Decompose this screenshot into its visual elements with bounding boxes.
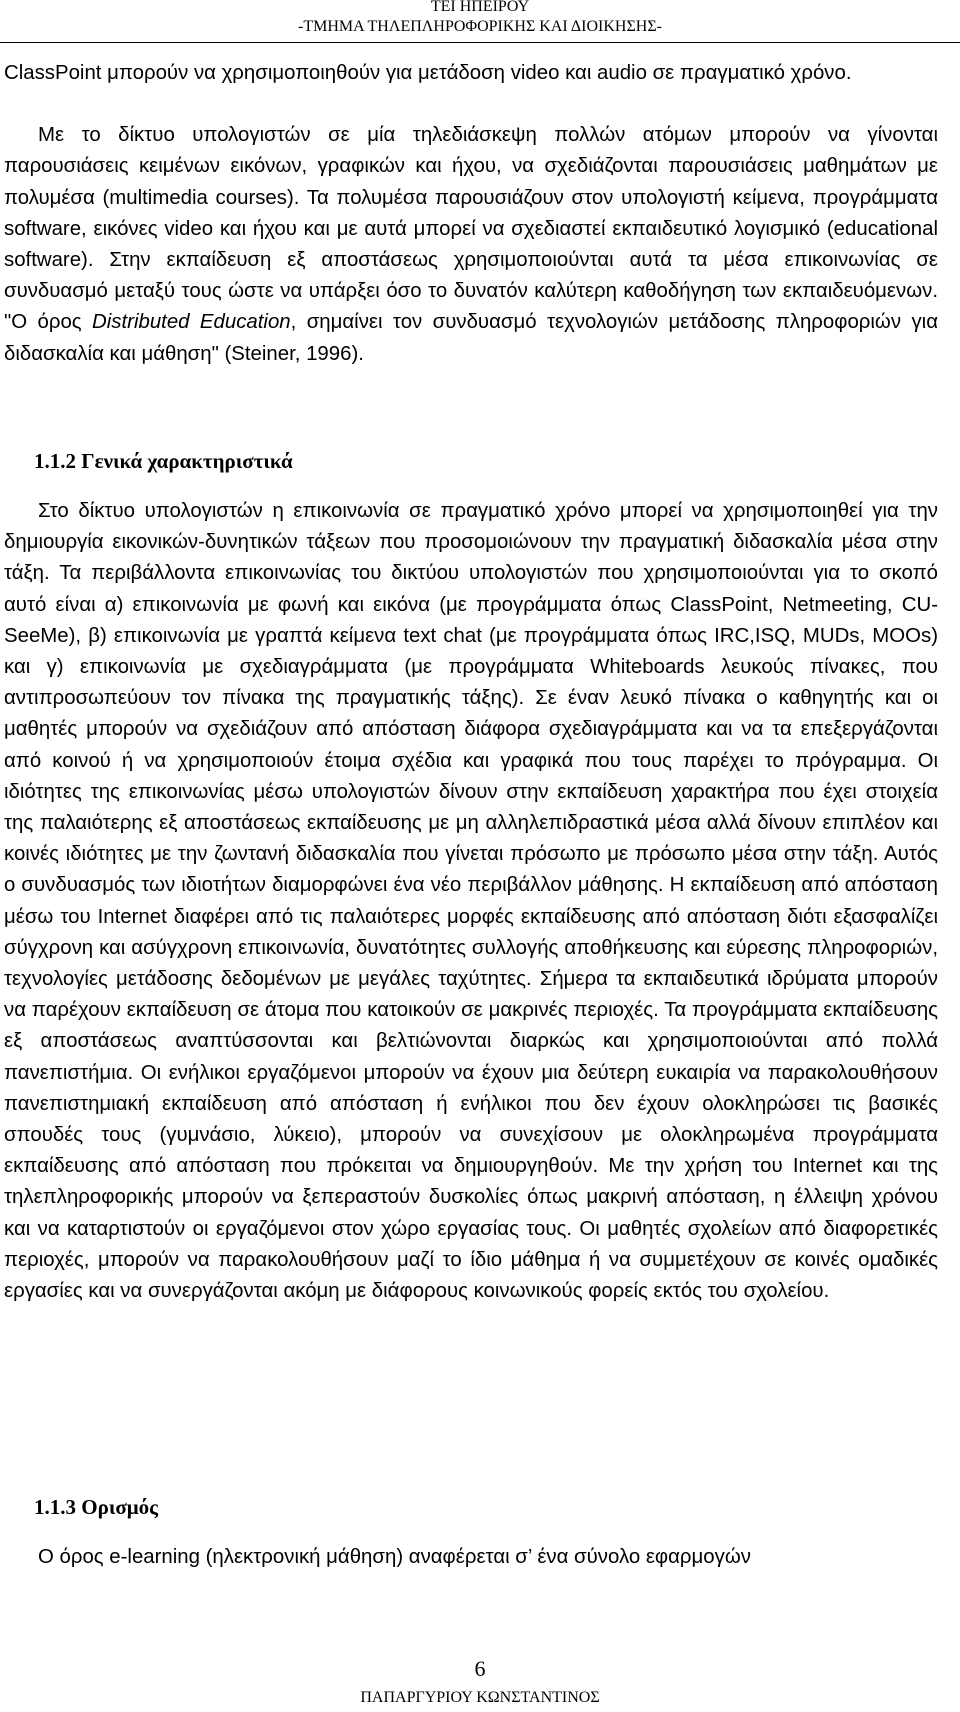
intro-text-block — [4, 58, 938, 370]
header-department: -ΤΜΗΜΑ ΤΗΛΕΠΛΗΡΟΦΟΡΙΚΗΣ ΚΑΙ ΔΙΟΙΚΗΣΗΣ- — [298, 18, 662, 35]
section-heading-definition: 1.1.3 Ορισμός — [34, 1495, 159, 1519]
header-institution: ΤΕΙ ΗΠΕΙΡΟΥ — [430, 0, 530, 15]
paragraph-teleconference-end: , σημαίνει τον συνδυασμό τεχνολογιών μετάδοσης πληροφοριών για διδασκαλία και μάθηση" (Steiner, 1996). — [4, 311, 938, 365]
paragraph-classpoint: ClassPoint μπορούν να χρησιμοποιηθούν για μετάδοση video και audio σε πραγματικό χρόνο. — [4, 62, 852, 84]
distributed-education-term: Distributed Education — [92, 311, 291, 334]
definition-text — [4, 1542, 938, 1573]
section-heading-general-characteristics: 1.1.2 Γενικά χαρακτηριστικά — [34, 449, 293, 473]
paragraph-teleconference — [4, 120, 938, 370]
paragraph-teleconference-start: Με το δίκτυο υπολογιστών σε μία τηλεδιάσκεψη πολλών ατόμων μπορούν να γίνονται παρουσιάσεις κειμένων εικόνων, γραφικών και ήχου, να σχεδιάζονται παρουσιάσεις μαθημάτων με πολυμέσα (multimedia courses). Τα πολυμέσα παρουσιάζουν στον υπολογιστή κείμενα, προγράμματα software, εικόνες video και ήχου και με αυτά μπορεί να σχεδιαστεί εκπαιδευτικό λογισμικό (educational software). Στην εκπαίδευση εξ αποστάσεως χρησιμοποιούνται αυτά τα μέσα επικοινωνίας σε συνδυασμό μεταξύ τους ώστε να υπάρξει όσο το δυνατόν καλύτερη καθοδήγηση των εκπαιδευόμενων. "Ο όρος — [4, 124, 938, 334]
page-header — [0, 0, 960, 37]
paragraph-gap — [4, 89, 938, 120]
footer-author: ΠΑΠΑΡΓΥΡΙΟΥ ΚΩΝΣΤΑΝΤΙΝΟΣ — [360, 1689, 600, 1706]
paragraph-general-characteristics: Στο δίκτυο υπολογιστών η επικοινωνία σε πραγματικό χρόνο μπορεί να χρησιμοποιηθεί για την δημιουργία εικονικών-δυνητικών τάξεων που προσομοιώνουν την πραγματική διδασκαλία μέσα στην τάξη. Τα περιβάλλοντα επικοινωνίας του δικτύου υπολογιστών που χρησιμοποιούνται για το σκοπό αυτό είναι α) επικοινωνία με φωνή και εικόνα (με προγράμματα όπως ClassPoint, Netmeeting, CU-SeeMe), β) επικοινωνία με γραπτά κείμενα text chat (με προγράμματα όπως IRC,ISQ, MUDs, MOOs) και γ) επικοινωνία με σχεδιαγράμματα (με προγράμματα Whiteboards λευκούς πίνακες, που αντιπροσωπεύουν τον πίνακα της πραγματικής τάξης). Σε έναν λευκό πίνακα ο καθηγητής και οι μαθητές μπορούν να σχεδιάζουν από απόσταση διάφορα σχεδιαγράμματα και να τα επεξεργάζονται από κοινού ή να χρησιμοποιούν έτοιμα σχέδια και γραφικά που τους παρέχει το πρόγραμμα. Οι ιδιότητες της επικοινωνίας μέσω υπολογιστών δίνουν στην εκπαίδευση χαρακτήρα που έχει στοιχεία της παλαιότερης εξ αποστάσεως εκπαίδευσης με μη αλληλεπιδραστικά μέσα αλλά δίνουν επιπλέον και κοινές ιδιότητες με την ζωντανή διδασκαλία που γίνεται πρόσωπο με πρόσωπο μέσα στην τάξη. Αυτός ο συνδυασμός των ιδιοτήτων διαμορφώνει ένα νέο περιβάλλον μάθησης. Η εκπαίδευση από απόσταση μέσω του Internet διαφέρει από τις παλαιότερες μορφές εκπαίδευσης από απόσταση διότι εξασφαλίζει σύγχρονη και ασύγχρονη επικοινωνία, δυνατότητες συλλογής αποθήκευσης και εύρεσης πληροφοριών, τεχνολογίες μετάδοσης δεδομένων με μεγάλες ταχύτητες. Σήμερα τα εκπαιδευτικά ιδρύματα μπορούν να παρέχουν εκπαίδευση σε άτομα που κατοικούν σε μακρινές περιοχές. Τα προγράμματα εκπαίδευσης εξ αποστάσεως αναπτύσσονται και βελτιώνονται διαρκώς και χρησιμοποιούνται από πολλά πανεπιστήμια. Οι ενήλικοι εργαζόμενοι μπορούν να έχουν μια δεύτερη ευκαιρία να παρακολουθήσουν πανεπιστημιακή εκπαίδευση από απόσταση ή ενήλικοι που δεν έχουν ολοκληρώσει τις βασικές σπουδές τους (γυμνάσιο, λύκειο), μπορούν να συνεχίσουν με ολοκληρωμένα προγράμματα εκπαίδευσης από απόσταση που πρόκειται να δημιουργηθούν. Με την χρήση του Internet και της τηλεπληροφορικής μπορούν να ξεπεραστούν δυσκολίες όπως μακρινή απόσταση, η έλλειψη χρόνου και να καταρτιστούν οι εργαζόμενοι στον χώρο εργασίας τους. Οι μαθητές σχολείων από διαφορετικές περιοχές, μπορούν να παρακολουθήσουν μαζί το ίδιο μάθημα ή να συμμετέχουν σε κοινές ομαδικές εργασίες και να συνεργάζονται ακόμη με διάφορους κοινωνικούς φορείς εκτός του σχολείου. — [4, 500, 938, 1303]
page-number: 6 — [474, 1656, 486, 1681]
header-rule — [0, 42, 960, 43]
general-characteristics-text — [4, 496, 938, 1307]
paragraph-definition: Ο όρος e-learning (ηλεκτρονική μάθηση) αναφέρεται σ’ ένα σύνολο εφαρμογών — [38, 1546, 751, 1568]
